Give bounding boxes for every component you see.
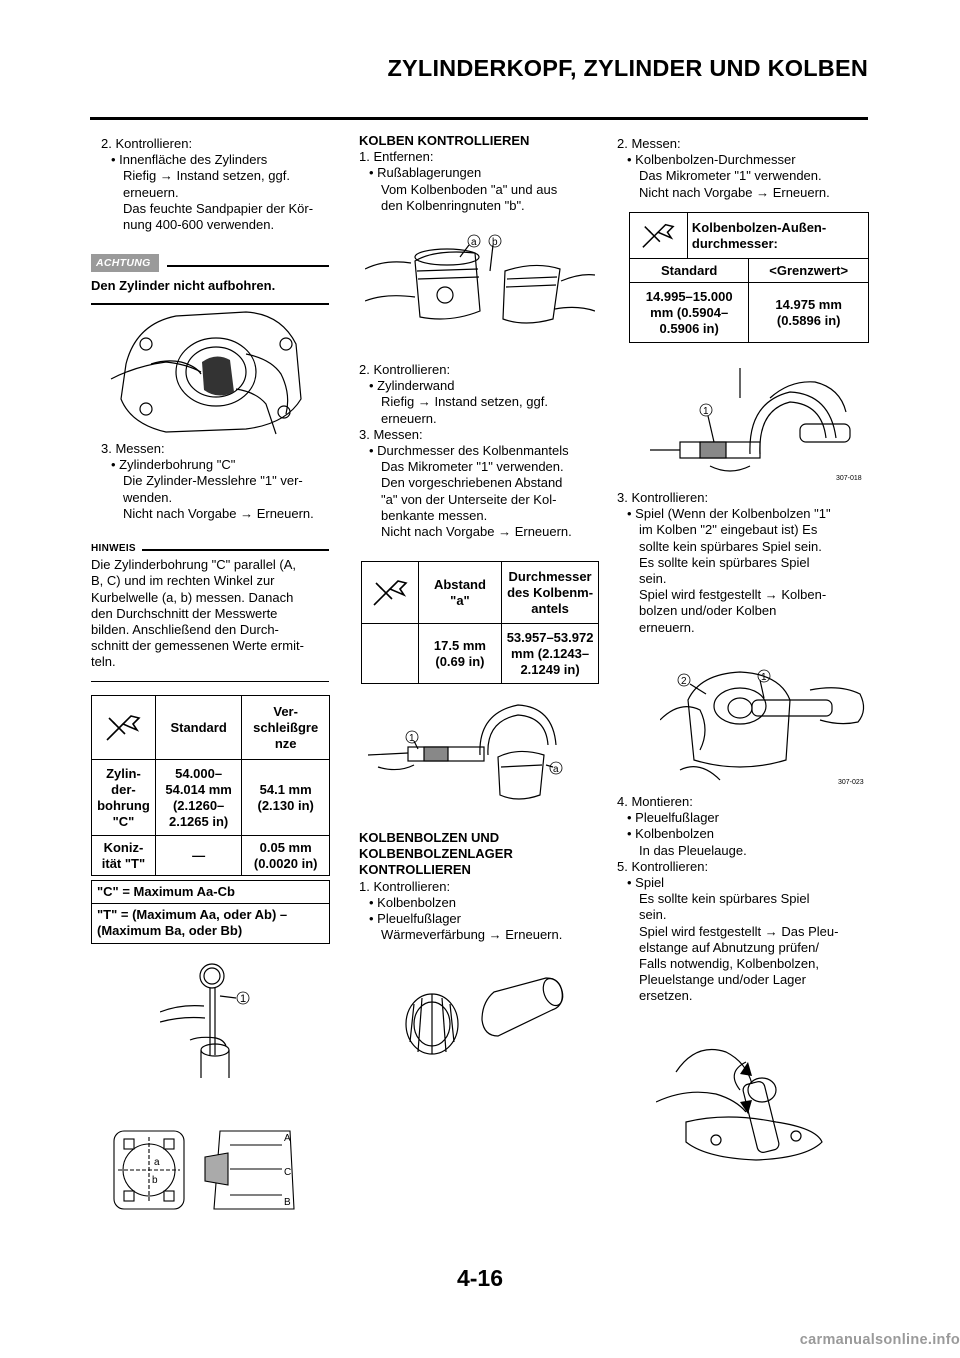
value-limit: 14.975 mm (0.5896 in) xyxy=(749,283,869,343)
tool-cell xyxy=(630,213,688,259)
step-4-heading: 4. Montieren: xyxy=(617,794,693,809)
callout-2: 2 xyxy=(681,676,687,687)
row-bore-limit: 54.1 mm (2.130 in) xyxy=(242,760,330,836)
row-bore-label: Zylin- der- bohrung "C" xyxy=(92,760,156,836)
formula-c: "C" = Maximum Aa-Cb xyxy=(92,881,330,904)
step-3-text: Die Zylinder-Messlehre "1" ver- xyxy=(123,473,303,489)
step-5-text: Es sollte kein spürbares Spiel xyxy=(639,891,810,907)
step-3-text: im Kolben "2" eingebaut ist) Es xyxy=(639,522,818,538)
header-rule xyxy=(90,117,868,120)
section-heading-piston: KOLBEN KONTROLLIEREN xyxy=(359,133,530,148)
header-wear-limit: Ver- schleißgre nze xyxy=(242,696,330,760)
step-4-bullet: • Kolbenbolzen xyxy=(627,826,714,842)
step-3-heading: 3. Kontrollieren: xyxy=(617,490,709,505)
section-heading-pin: KONTROLLIEREN xyxy=(359,862,471,878)
header-limit: <Grenzwert> xyxy=(749,259,869,283)
note-label: HINWEIS xyxy=(91,543,136,554)
caution-box xyxy=(91,254,329,305)
step-3-bullet: • Durchmesser des Kolbenmantels xyxy=(369,443,569,459)
step-4-bullet: • Pleuelfußlager xyxy=(627,810,719,826)
label-A: A xyxy=(284,1133,291,1144)
caution-text: Den Zylinder nicht aufbohren. xyxy=(91,278,276,294)
value-distance: 17.5 mm (0.69 in) xyxy=(418,624,501,684)
section-heading-pin: KOLBENBOLZEN UND xyxy=(359,830,500,845)
header-standard: Standard xyxy=(155,696,241,760)
step-5-text: sein. xyxy=(639,907,667,923)
figure-pin-play xyxy=(660,660,870,790)
note-line: B, C) und im rechten Winkel zur xyxy=(91,573,275,589)
step-1-text: Vom Kolbenboden "a" und aus xyxy=(381,181,558,197)
step-3-text: "a" von der Unterseite der Kol- xyxy=(381,491,557,507)
pin-spec-table xyxy=(629,212,869,343)
column-2-steps xyxy=(359,362,599,540)
step-2-heading: 2. Messen: xyxy=(617,136,681,151)
caution-label: ACHTUNG xyxy=(91,254,159,272)
callout-1: 1 xyxy=(703,406,709,417)
tool-cell xyxy=(362,562,419,624)
step-3-heading: 3. Messen: xyxy=(359,426,423,442)
figure-pin-micrometer xyxy=(650,368,865,483)
callout-1: 1 xyxy=(761,672,767,683)
step-3-heading: 3. Messen: xyxy=(101,441,165,456)
step-3-text: benkante messen. xyxy=(381,507,488,523)
step-3-text: Das Mikrometer "1" verwenden. xyxy=(381,459,564,475)
figure-cylinder-views xyxy=(110,1125,300,1215)
step-2-text: Das feuchte Sandpapier der Kör- xyxy=(123,200,314,216)
callout-1: 1 xyxy=(240,993,247,1005)
formula-t: "T" = (Maximum Aa, oder Ab) – (Maximum Ba, oder Bb) xyxy=(92,904,330,944)
step-2-bullet: • Zylinderwand xyxy=(369,378,455,394)
step-3-text: sein. xyxy=(639,571,667,587)
figure-cylinder-sanding xyxy=(106,304,316,436)
step-3-text: Es sollte kein spürbares Spiel xyxy=(639,554,810,570)
step-2-text: Riefig → Instand setzen, ggf. xyxy=(381,394,548,410)
step-3-text: Nicht nach Vorgabe → Erneuern. xyxy=(123,505,314,521)
step-5-text: Falls notwendig, Kolbenbolzen, xyxy=(639,956,819,972)
step-1-bullet: • Pleuelfußlager xyxy=(369,911,461,927)
row-taper-label: Koniz- ität "T" xyxy=(92,836,156,876)
note-rule xyxy=(142,549,329,551)
watermark: carmanualsonline.info xyxy=(799,1332,960,1348)
note-line: den Durchschnitt der Messwerte xyxy=(91,605,278,621)
column-3-steps xyxy=(617,794,872,1005)
figure-pin-and-bearing xyxy=(398,970,568,1060)
note-line: schnitt der gemessenen Werte ermit- xyxy=(91,638,304,654)
step-2-text: Nicht nach Vorgabe → Erneuern. xyxy=(639,184,830,200)
step-5-text: ersetzen. xyxy=(639,988,693,1004)
callout-b: b xyxy=(492,237,498,248)
step-1-text: Wärmeverfärbung → Erneuern. xyxy=(381,927,563,943)
step-2-bullet: • Innenfläche des Zylinders xyxy=(111,152,268,168)
figure-bore-gauge xyxy=(160,960,270,1080)
column-3-step-3 xyxy=(617,490,867,636)
label-C: C xyxy=(284,1167,292,1178)
figure-code: 307-023 xyxy=(838,779,864,786)
step-5-text: Spiel wird festgestellt → Das Pleu- xyxy=(639,923,839,939)
callout-1: 1 xyxy=(409,733,415,744)
note-line: teln. xyxy=(91,654,116,670)
step-3-text: • Spiel (Wenn der Kolbenbolzen "1" xyxy=(627,506,831,522)
callout-a: a xyxy=(553,764,559,775)
step-2-text: nung 400-600 verwenden. xyxy=(123,217,275,233)
note-line: Die Zylinderbohrung "C" parallel (A, xyxy=(91,557,297,573)
step-5-heading: 5. Kontrollieren: xyxy=(617,858,709,874)
step-5-bullet: • Spiel xyxy=(627,875,665,891)
tool-cell xyxy=(92,696,156,760)
step-3-text: sollte kein spürbares Spiel sein. xyxy=(639,538,822,554)
header-skirt-diameter: Durchmesser des Kolbenm- antels xyxy=(502,562,599,624)
step-2-text: Das Mikrometer "1" verwenden. xyxy=(639,168,822,184)
piston-spec-table xyxy=(361,561,599,684)
step-1-bullet: • Kolbenbolzen xyxy=(369,894,456,910)
step-1-heading: 1. Kontrollieren: xyxy=(359,878,451,894)
empty-cell xyxy=(362,624,419,684)
caution-rule xyxy=(167,265,329,267)
column-2 xyxy=(359,133,599,214)
step-1-bullet: • Rußablagerungen xyxy=(369,165,482,181)
value-skirt-diameter: 53.957–53.972 mm (2.1243– 2.1249 in) xyxy=(502,624,599,684)
note-line: Kurbelwelle (a, b) messen. Danach xyxy=(91,589,294,605)
note-text xyxy=(91,557,329,670)
step-3-text: wenden. xyxy=(123,489,173,505)
step-3-text: Spiel wird festgestellt → Kolben- xyxy=(639,587,827,603)
label-B: B xyxy=(284,1197,291,1208)
row-bore-standard: 54.000– 54.014 mm (2.1260– 2.1265 in) xyxy=(155,760,241,836)
step-3-text: erneuern. xyxy=(639,619,695,635)
column-1-step-3 xyxy=(101,441,331,522)
cylinder-spec-table xyxy=(91,695,330,876)
note-box xyxy=(91,541,329,682)
step-3-bullet: • Zylinderbohrung "C" xyxy=(111,457,236,473)
wrench-icon xyxy=(103,710,143,746)
note-line: bilden. Anschließend den Durch- xyxy=(91,622,279,638)
column-1 xyxy=(101,136,331,233)
step-5-text: elstange auf Abnutzung prüfen/ xyxy=(639,939,819,955)
step-5-text: Pleuelstange und/oder Lager xyxy=(639,972,806,988)
step-2-bullet: • Kolbenbolzen-Durchmesser xyxy=(627,152,796,168)
row-taper-standard: — xyxy=(155,836,241,876)
page-title: ZYLINDERKOPF, ZYLINDER UND KOLBEN xyxy=(387,55,868,81)
label-a: a xyxy=(154,1157,160,1168)
column-2-pin xyxy=(359,830,599,943)
wrench-icon xyxy=(638,219,678,253)
figure-code: 307-018 xyxy=(836,475,862,482)
page-number: 4-16 xyxy=(456,1265,504,1291)
figure-piston-micrometer xyxy=(368,695,568,805)
value-standard: 14.995–15.000 mm (0.5904– 0.5906 in) xyxy=(630,283,749,343)
step-2-text: Riefig → Instand setzen, ggf. xyxy=(123,168,290,184)
step-2-heading: 2. Kontrollieren: xyxy=(101,136,193,151)
column-3 xyxy=(617,136,867,201)
step-1-heading: 1. Entfernen: xyxy=(359,149,434,165)
step-2-text: erneuern. xyxy=(381,410,437,426)
step-2-text: erneuern. xyxy=(123,184,179,200)
section-heading-pin: KOLBENBOLZENLAGER xyxy=(359,846,513,862)
figure-piston-cleaning xyxy=(365,231,595,341)
step-3-text: Den vorgeschriebenen Abstand xyxy=(381,475,563,491)
header-pin-diameter: Kolbenbolzen-Außen- durchmesser: xyxy=(687,213,868,259)
step-2-heading: 2. Kontrollieren: xyxy=(359,362,451,377)
header-distance: Abstand "a" xyxy=(418,562,501,624)
callout-a: a xyxy=(471,237,477,248)
step-4-text: In das Pleuelauge. xyxy=(639,842,747,858)
note-rule-bottom xyxy=(91,681,329,683)
step-3-text: Nicht nach Vorgabe → Erneuern. xyxy=(381,524,572,540)
step-3-text: bolzen und/oder Kolben xyxy=(639,603,777,619)
header-standard: Standard xyxy=(630,259,749,283)
wrench-icon xyxy=(370,575,410,611)
label-b: b xyxy=(152,1175,158,1186)
formula-table xyxy=(91,880,330,944)
figure-conrod-play xyxy=(656,1032,826,1162)
row-taper-limit: 0.05 mm (0.0020 in) xyxy=(242,836,330,876)
step-1-text: den Kolbenringnuten "b". xyxy=(381,197,525,213)
